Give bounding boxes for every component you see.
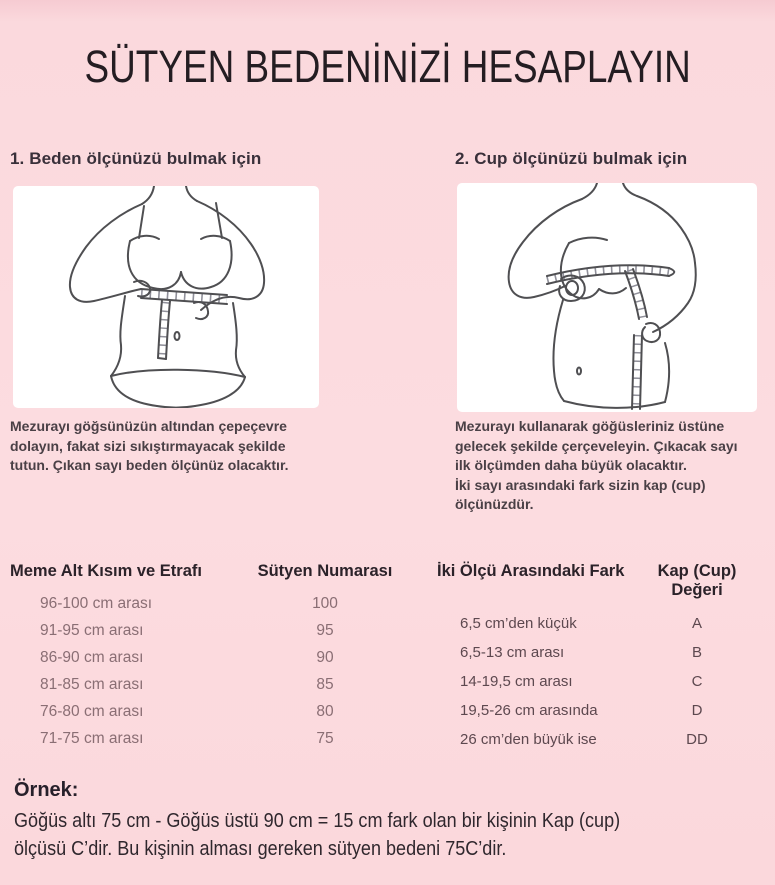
band-size-table-header <box>10 562 430 581</box>
example-line: Göğüs altı 75 cm - Göğüs üstü 90 cm = 15 cm fark olan bir kişinin Kap (cup) <box>14 809 621 832</box>
page-title-text: SÜTYEN BEDENİNİZİ HESAPLAYIN <box>84 41 691 92</box>
table-row: 76-80 cm arası 80 <box>40 703 334 720</box>
page-title <box>0 41 775 93</box>
column-header-difference: İki Ölçü Arasındaki Fark <box>437 562 625 580</box>
under-bust-measure-icon <box>13 186 319 408</box>
table-row: 71-75 cm arası 75 <box>40 730 334 747</box>
under-bust-illustration-panel <box>13 186 319 408</box>
description-line: ilk ölçümden daha büyük olacaktır. <box>455 457 687 473</box>
section-2-description <box>455 417 738 515</box>
description-line: tutun. Çıkan sayı beden ölçünüz olacaktır. <box>10 457 289 473</box>
cup-size-table <box>437 562 772 754</box>
column-header-underbust: Meme Alt Kısım ve Etrafı <box>10 562 202 580</box>
table-row: 6,5-13 cm arası B <box>460 644 702 661</box>
example-line: ölçüsü C’dir. Bu kişinin alması gereken sütyen bedeni 75C’dir. <box>14 836 507 860</box>
example-text <box>14 807 703 862</box>
table-row: 81-85 cm arası 85 <box>40 676 334 693</box>
description-line: gelecek şekilde çerçeveleyin. Çıkacak sayı <box>455 437 738 454</box>
section-1-description <box>10 417 289 476</box>
description-line: Mezurayı göğsünüzün altından çepeçevre <box>10 418 287 434</box>
column-header-cup-value: Kap (Cup) Değeri <box>657 562 737 599</box>
table-row: 6,5 cm’den küçük A <box>460 615 702 632</box>
table-row: 19,5-26 cm arasında D <box>460 702 703 719</box>
section-2-heading: 2. Cup ölçünüzü bulmak için <box>455 149 688 168</box>
cup-size-table-header <box>437 562 772 600</box>
over-bust-measure-icon <box>457 183 757 412</box>
column-header-bra-number: Sütyen Numarası <box>257 562 393 580</box>
band-size-table <box>10 562 430 752</box>
description-line: dolayın, fakat sizi sıkıştırmayacak şekilde <box>10 437 286 454</box>
table-row: 96-100 cm arası 100 <box>40 595 338 612</box>
example-label: Örnek: <box>14 779 79 801</box>
table-row: 91-95 cm arası 95 <box>40 622 334 639</box>
description-line: İki sayı arasındaki fark sizin kap (cup) <box>455 476 706 493</box>
description-line: Mezurayı kullanarak göğüsleriniz üstüne <box>455 418 725 434</box>
table-row: 14-19,5 cm arası C <box>460 673 703 690</box>
table-row: 26 cm’den büyük ise DD <box>460 731 708 748</box>
table-row: 86-90 cm arası 90 <box>40 649 334 666</box>
over-bust-illustration-panel <box>457 183 757 412</box>
section-1-heading: 1. Beden ölçünüzü bulmak için <box>10 149 262 168</box>
description-line: ölçünüzdür. <box>455 496 534 512</box>
